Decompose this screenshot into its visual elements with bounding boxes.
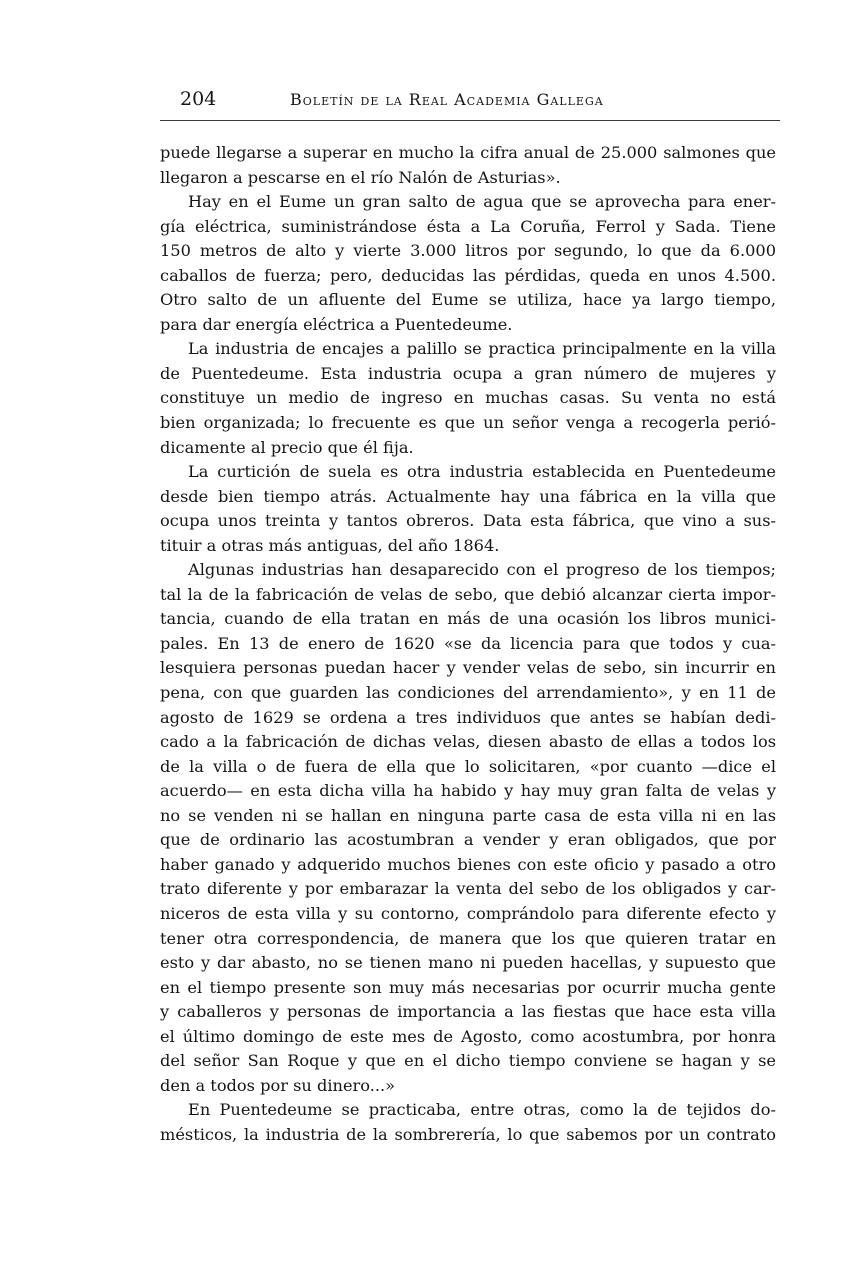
header-rule bbox=[160, 120, 780, 121]
text-line: ocupa unos treinta y tantos obreros. Data esta fábrica, que vino a sus- bbox=[160, 511, 776, 531]
text-line: pena, con que guarden las condiciones del arrendamiento», y en 11 de bbox=[160, 683, 776, 703]
running-head bbox=[160, 88, 780, 118]
text-line: tituir a otras más antiguas, del año 1864. bbox=[160, 535, 500, 555]
text-line: tancia, cuando de ella tratan en más de una ocasión los libros munici- bbox=[160, 609, 776, 629]
text-line: 150 metros de alto y vierte 3.000 litros por segundo, lo que da 6.000 bbox=[160, 241, 776, 261]
page-number: 204 bbox=[180, 88, 217, 110]
text-line: pales. En 13 de enero de 1620 «se da licencia para que todos y cua- bbox=[160, 633, 776, 653]
text-line: trato diferente y por embarazar la venta del sebo de los obligados y car- bbox=[160, 879, 776, 899]
text-line: agosto de 1629 se ordena a tres individuos que antes se habían dedi- bbox=[160, 707, 776, 727]
text-line: La curtición de suela es otra industria establecida en Puentedeume bbox=[188, 462, 776, 482]
journal-title: Boletín de la Real Academia Gallega bbox=[290, 90, 604, 109]
text-line: den a todos por su dinero...» bbox=[160, 1075, 396, 1095]
text-line: que de ordinario las acostumbran a vender y eran obligados, que por bbox=[160, 830, 776, 850]
text-line: lesquiera personas puedan hacer y vender velas de sebo, sin incurrir en bbox=[160, 658, 776, 678]
text-line: cado a la fabricación de dichas velas, diesen abasto de ellas a todos los bbox=[160, 732, 776, 752]
text-line: esto y dar abasto, no se tienen mano ni pueden hacellas, y supuesto que bbox=[160, 953, 776, 973]
text-line: y caballeros y personas de importancia a las fiestas que hace esta villa bbox=[160, 1002, 776, 1022]
text-line: tener otra correspondencia, de manera que los que quieren tratar en bbox=[160, 928, 776, 948]
text-line: no se venden ni se hallan en ninguna parte casa de esta villa ni en las bbox=[160, 805, 776, 825]
text-line: niceros de esta villa y su contorno, comprándolo para diferente efecto y bbox=[160, 903, 776, 923]
paragraph-lace-industry bbox=[160, 337, 776, 460]
text-line: Algunas industrias han desaparecido con el progreso de los tiempos; bbox=[188, 560, 776, 580]
paragraph-tallow-candles bbox=[160, 558, 776, 1098]
text-line: de Puentedeume. Esta industria ocupa a gran número de mujeres y bbox=[160, 363, 776, 383]
text-line: Otro salto de un afluente del Eume se utiliza, hace ya largo tiempo, bbox=[160, 290, 776, 310]
paragraph-eume-power bbox=[160, 190, 776, 337]
text-line: para dar energía eléctrica a Puentedeume. bbox=[160, 314, 513, 334]
text-line: llegaron a pescarse en el río Nalón de Asturias». bbox=[160, 167, 561, 187]
text-line: desde bien tiempo atrás. Actualmente hay una fábrica en la villa que bbox=[160, 486, 776, 506]
paragraph-hat-making bbox=[160, 1098, 776, 1147]
text-line: gía eléctrica, suministrándose ésta a La Coruña, Ferrol y Sada. Tiene bbox=[160, 216, 776, 236]
text-line: constituye un medio de ingreso en muchas casas. Su venta no está bbox=[160, 388, 776, 408]
text-line: del señor San Roque y que en el dicho tiempo conviene se hagan y se bbox=[160, 1051, 776, 1071]
text-line: puede llegarse a superar en mucho la cifra anual de 25.000 salmones que bbox=[160, 143, 776, 162]
text-line: haber ganado y adquerido muchos bienes con este oficio y pasado a otro bbox=[160, 854, 776, 874]
text-line: caballos de fuerza; pero, deducidas las pérdidas, queda en unos 4.500. bbox=[160, 265, 776, 285]
paragraph-salmon-continuation bbox=[160, 141, 776, 190]
text-line: en el tiempo presente son muy más necesarias por ocurrir mucha gente bbox=[160, 977, 776, 997]
text-line: el último domingo de este mes de Agosto, como acostumbra, por honra bbox=[160, 1026, 776, 1046]
text-line: acuerdo— en esta dicha villa ha habido y hay muy gran falta de velas y bbox=[160, 781, 776, 801]
text-line: de la villa o de fuera de ella que lo solicitaren, «por cuanto —dice el bbox=[160, 756, 776, 776]
text-line: mésticos, la industria de la sombrerería, lo que sabemos por un contrato bbox=[160, 1124, 776, 1144]
text-line: Hay en el Eume un gran salto de agua que se aprovecha para ener- bbox=[188, 192, 776, 212]
text-line: tal la de la fabricación de velas de sebo, que debió alcanzar cierta impor- bbox=[160, 584, 776, 604]
paragraph-tanning bbox=[160, 460, 776, 558]
text-line: dicamente al precio que él fija. bbox=[160, 437, 414, 457]
text-line: En Puentedeume se practicaba, entre otras, como la de tejidos do- bbox=[188, 1100, 776, 1120]
text-line: bien organizada; lo frecuente es que un señor venga a recogerla perió- bbox=[160, 413, 776, 433]
text-line: La industria de encajes a palillo se practica principalmente en la villa bbox=[188, 339, 776, 359]
body-text bbox=[160, 141, 776, 1147]
